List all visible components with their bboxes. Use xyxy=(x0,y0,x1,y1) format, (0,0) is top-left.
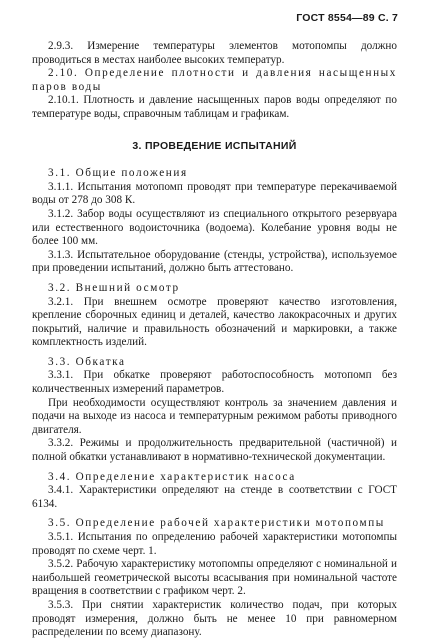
heading-3-4: 3.4. Определение характеристик насоса xyxy=(48,470,296,483)
paragraph-2-10-1: 2.10.1. Плотность и давление насыщенных паров воды определяют по температуре воды, справочным таблицам и графикам. xyxy=(32,94,397,120)
paragraph-3-1-1: 3.1.1. Испытания мотопомп проводят при температуре перекачиваемой воды от 278 до 308 К. xyxy=(32,180,397,207)
heading-3-3: 3.3. Обкатка xyxy=(48,355,126,368)
paragraph-3-3-2: 3.3.2. Режимы и продолжительность предварительной (частичной) и полной обкатки устанавливают в нормативно-технической документации. xyxy=(32,437,397,464)
heading-3-5: 3.5. Определение рабочей характеристики мотопомпы xyxy=(48,517,385,530)
heading-3-1: 3.1. Общие положения xyxy=(48,167,188,180)
heading-2-10: 2.10. Определение плотности и давления насыщенных паров воды xyxy=(32,67,397,93)
paragraph-3-2-1: 3.2.1. При внешнем осмотре проверяют качество изготовления, крепление сборочных единиц и деталей, качество лакокрасочных и других покрытий, наличие и правильность обозначений и маркировки, а также комплектность изделий. xyxy=(32,295,397,349)
section-title: 3. ПРОВЕДЕНИЕ ИСПЫТАНИЙ xyxy=(132,139,297,152)
page-header: ГОСТ 8554—89 С. 7 xyxy=(296,12,398,24)
paragraph-3-4-1: 3.4.1. Характеристики определяют на стенде в соответствии с ГОСТ 6134. xyxy=(32,484,397,510)
paragraph-3-5-1: 3.5.1. Испытания по определению рабочей характеристики мотопомпы проводят по схеме черт. 1. xyxy=(32,531,397,557)
paragraph-3-5-2: 3.5.2. Рабочую характеристику мотопомпы определяют с номинальной и наибольшей геометрической высоты всасывания при номинальной частоте вращения в соответствии с графиком черт. 2. xyxy=(32,558,397,598)
paragraph-3-5-3: 3.5.3. При снятии характеристик количество подач, при которых проводят измерения, должно быть не менее 10 при равномерном распределении по всему диапазону. xyxy=(32,598,397,639)
paragraph-3-3-1: 3.3.1. При обкатке проверяют работоспособность мотопомп без количественных измерений параметров. xyxy=(32,369,397,396)
paragraph-2-9-3: 2.9.3. Измерение температуры элементов мотопомпы должно проводиться в местах наиболее высоких температур. xyxy=(32,40,397,66)
paragraph-3-1-2: 3.1.2. Забор воды осуществляют из специального открытого резервуара или естественного водоисточника (водоема). Колебание уровня воды не более 100 мм. xyxy=(32,207,397,248)
paragraph-3-3-1-continued: При необходимости осуществляют контроль за значением давления и подачи на выходе из насоса и температурным режимом работы приводного двигателя. xyxy=(32,396,397,436)
paragraph-3-1-3: 3.1.3. Испытательное оборудование (стенды, устройства), используемое при проведении испытаний, должно быть аттестовано. xyxy=(32,248,397,275)
document-body xyxy=(32,40,397,640)
heading-3-2: 3.2. Внешний осмотр xyxy=(48,281,180,294)
